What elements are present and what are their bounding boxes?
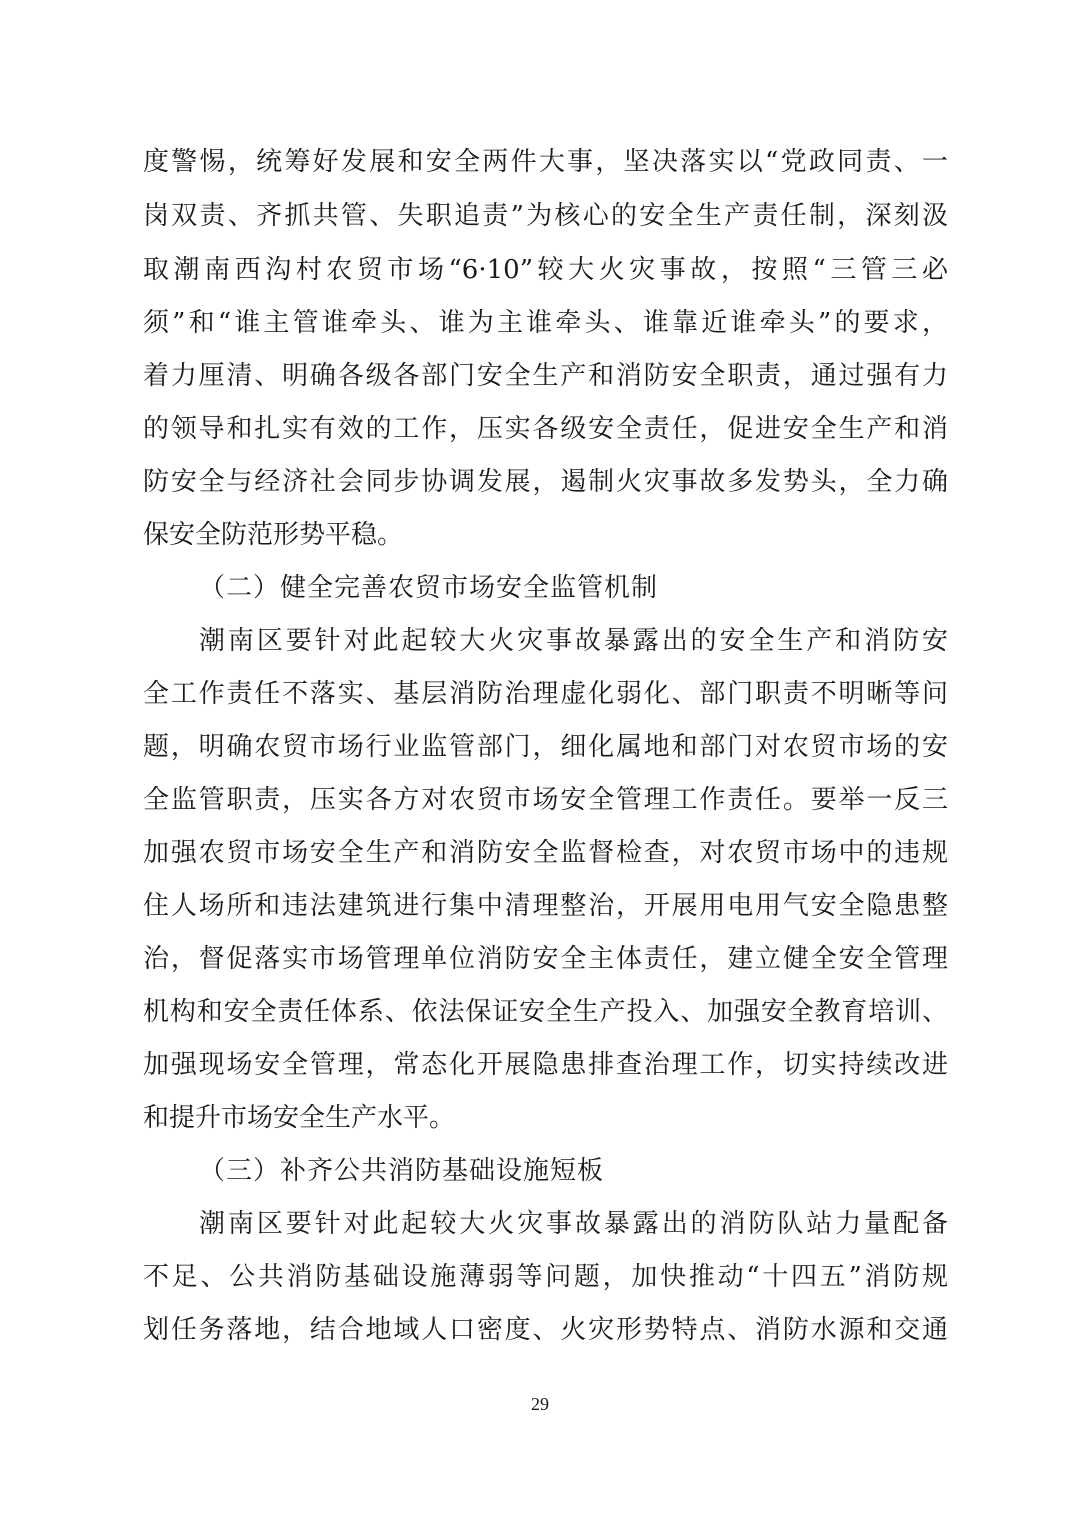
- text-line: 潮南区要针对此起较大火灾事故暴露出的消防队站力量配备: [199, 1209, 948, 1239]
- text-line: 机构和安全责任体系、依法保证安全生产投入、加强安全教育培训、: [143, 997, 948, 1027]
- text-line: 着力厘清、明确各级各部门安全生产和消防安全职责，通过强有力: [143, 361, 948, 391]
- text-line: 的领导和扎实有效的工作，压实各级安全责任，促进安全生产和消: [143, 414, 948, 444]
- text-line: 划任务落地，结合地域人口密度、火灾形势特点、消防水源和交通: [143, 1315, 948, 1345]
- text-line: 潮南区要针对此起较大火灾事故暴露出的安全生产和消防安: [199, 626, 948, 656]
- text-line: 不足、公共消防基础设施薄弱等问题，加快推动“十四五”消防规: [143, 1262, 948, 1292]
- text-line: 度警惕，统筹好发展和安全两件大事，坚决落实以“党政同责、一: [143, 147, 948, 177]
- text-line: 加强农贸市场安全生产和消防安全监督检查，对农贸市场中的违规: [143, 838, 948, 868]
- section-heading: （三）补齐公共消防基础设施短板: [199, 1156, 605, 1186]
- text-line: 须”和“谁主管谁牵头、谁为主谁牵头、谁靠近谁牵头”的要求，: [143, 308, 948, 338]
- text-line: 全工作责任不落实、基层消防治理虚化弱化、部门职责不明晰等问: [143, 679, 948, 709]
- text-line: 住人场所和违法建筑进行集中清理整治，开展用电用气安全隐患整: [143, 891, 948, 921]
- text-line: 题，明确农贸市场行业监管部门，细化属地和部门对农贸市场的安: [143, 732, 948, 762]
- text-line: 全监管职责，压实各方对农贸市场安全管理工作责任。要举一反三: [143, 785, 948, 815]
- section-heading: （二）健全完善农贸市场安全监管机制: [199, 573, 659, 603]
- page-number: 29: [531, 1394, 549, 1414]
- text-line: 治，督促落实市场管理单位消防安全主体责任，建立健全安全管理: [143, 944, 948, 974]
- text-line: 取潮南西沟村农贸市场“6·10”较大火灾事故，按照“三管三必: [143, 255, 948, 285]
- text-line: 防安全与经济社会同步协调发展，遏制火灾事故多发势头，全力确: [143, 467, 948, 497]
- text-line: 加强现场安全管理，常态化开展隐患排查治理工作，切实持续改进: [143, 1050, 948, 1080]
- text-line: 保安全防范形势平稳。: [143, 520, 404, 550]
- text-line: 岗双责、齐抓共管、失职追责”为核心的安全生产责任制，深刻汲: [143, 201, 948, 231]
- text-line: 和提升市场安全生产水平。: [143, 1103, 456, 1133]
